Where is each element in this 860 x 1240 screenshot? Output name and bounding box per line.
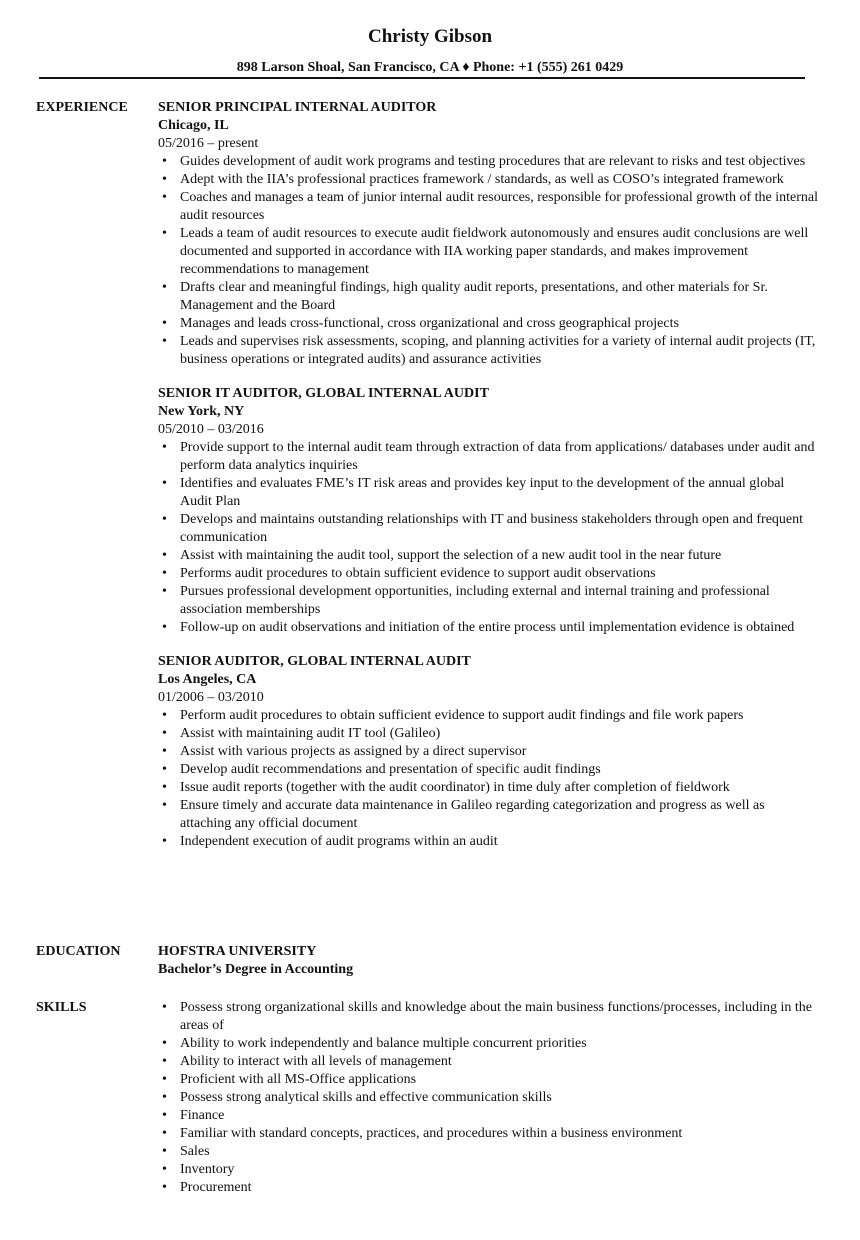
job-bullet-list xyxy=(158,153,818,369)
job-title: SENIOR AUDITOR, GLOBAL INTERNAL AUDIT xyxy=(158,654,471,669)
job-bullet: • Develop audit recommendations and presentation of specific audit findings xyxy=(158,761,818,779)
job-entry xyxy=(158,99,818,369)
skill-item: • Proficient with all MS-Office applications xyxy=(158,1071,818,1089)
job-bullet: • Adept with the IIA’s professional practices framework / standards, as well as COSO’s integrated framework xyxy=(158,171,818,189)
job-title: SENIOR IT AUDITOR, GLOBAL INTERNAL AUDIT xyxy=(158,386,489,401)
school-name: HOFSTRA UNIVERSITY xyxy=(158,944,317,959)
job-location: Chicago, IL xyxy=(158,118,229,133)
job-bullet: • Follow-up on audit observations and initiation of the entire process until implementation evidence is obtained xyxy=(158,619,818,637)
job-bullet-list xyxy=(158,707,818,851)
skill-item: • Familiar with standard concepts, practices, and procedures within a business environment xyxy=(158,1125,818,1143)
education-body xyxy=(158,943,818,979)
skill-item: • Inventory xyxy=(158,1161,818,1179)
experience-body xyxy=(158,99,818,867)
job-bullet: • Perform audit procedures to obtain sufficient evidence to support audit findings and file work papers xyxy=(158,707,818,725)
job-bullet: • Coaches and manages a team of junior internal audit resources, responsible for professional growth of the internal audit resources xyxy=(158,189,818,225)
job-bullet: • Identifies and evaluates FME’s IT risk areas and provides key input to the development of the annual global Audit Plan xyxy=(158,475,818,511)
job-bullet: • Develops and maintains outstanding relationships with IT and business stakeholders through open and frequent communication xyxy=(158,511,818,547)
job-bullet: • Manages and leads cross-functional, cross organizational and cross geographical projects xyxy=(158,315,818,333)
job-bullet-list xyxy=(158,439,818,637)
job-title: SENIOR PRINCIPAL INTERNAL AUDITOR xyxy=(158,100,437,115)
job-bullet: • Assist with various projects as assigned by a direct supervisor xyxy=(158,743,818,761)
job-entry xyxy=(158,653,818,851)
job-bullet: • Drafts clear and meaningful findings, high quality audit reports, presentations, and other materials for Sr. Management and the Board xyxy=(158,279,818,315)
job-bullet: • Independent execution of audit programs within an audit xyxy=(158,833,818,851)
skill-item: • Sales xyxy=(158,1143,818,1161)
job-bullet: • Assist with maintaining audit IT tool (Galileo) xyxy=(158,725,818,743)
job-bullet: • Leads and supervises risk assessments, scoping, and planning activities for a variety of internal audit projects (IT, business operations or integrated audits) and assurance activities xyxy=(158,333,818,369)
candidate-name: Christy Gibson xyxy=(367,26,493,47)
skill-item: • Ability to work independently and balance multiple concurrent priorities xyxy=(158,1035,818,1053)
job-dates: 01/2006 – 03/2010 xyxy=(158,690,264,705)
skill-item: • Possess strong organizational skills and knowledge about the main business functions/processes, including in the areas of xyxy=(158,999,818,1035)
skill-item: • Procurement xyxy=(158,1179,818,1197)
header-divider xyxy=(39,77,805,79)
degree: Bachelor’s Degree in Accounting xyxy=(158,962,354,977)
skills-body xyxy=(158,999,818,1197)
skill-item: • Ability to interact with all levels of management xyxy=(158,1053,818,1071)
job-bullet: • Ensure timely and accurate data maintenance in Galileo regarding categorization and progress as well as attaching any official document xyxy=(158,797,818,833)
job-bullet: • Performs audit procedures to obtain sufficient evidence to support audit observations xyxy=(158,565,818,583)
job-bullet: • Guides development of audit work programs and testing procedures that are relevant to risks and test objectives xyxy=(158,153,818,171)
job-dates: 05/2010 – 03/2016 xyxy=(158,422,264,437)
section-title-skills: SKILLS xyxy=(36,1000,87,1015)
job-bullet: • Assist with maintaining the audit tool, support the selection of a new audit tool in the near future xyxy=(158,547,818,565)
job-bullet: • Issue audit reports (together with the audit coordinator) in time duly after completion of fieldwork xyxy=(158,779,818,797)
skills-list xyxy=(158,999,818,1197)
job-dates: 05/2016 – present xyxy=(158,136,259,151)
contact-line: 898 Larson Shoal, San Francisco, CA ♦ Phone: +1 (555) 261 0429 xyxy=(236,60,624,75)
section-title-experience: EXPERIENCE xyxy=(36,100,128,115)
job-bullet: • Leads a team of audit resources to execute audit fieldwork autonomously and ensures audit conclusions are well documented and supported in accordance with IIA working paper standards, and makes improvement recommendations to management xyxy=(158,225,818,279)
section-title-education: EDUCATION xyxy=(36,944,121,959)
job-location: Los Angeles, CA xyxy=(158,672,257,687)
job-location: New York, NY xyxy=(158,404,245,419)
job-bullet: • Provide support to the internal audit team through extraction of data from applications/ databases under audit and perform data analytics inquiries xyxy=(158,439,818,475)
job-bullet: • Pursues professional development opportunities, including external and internal training and professional association memberships xyxy=(158,583,818,619)
job-entry xyxy=(158,385,818,637)
skill-item: • Finance xyxy=(158,1107,818,1125)
skill-item: • Possess strong analytical skills and effective communication skills xyxy=(158,1089,818,1107)
